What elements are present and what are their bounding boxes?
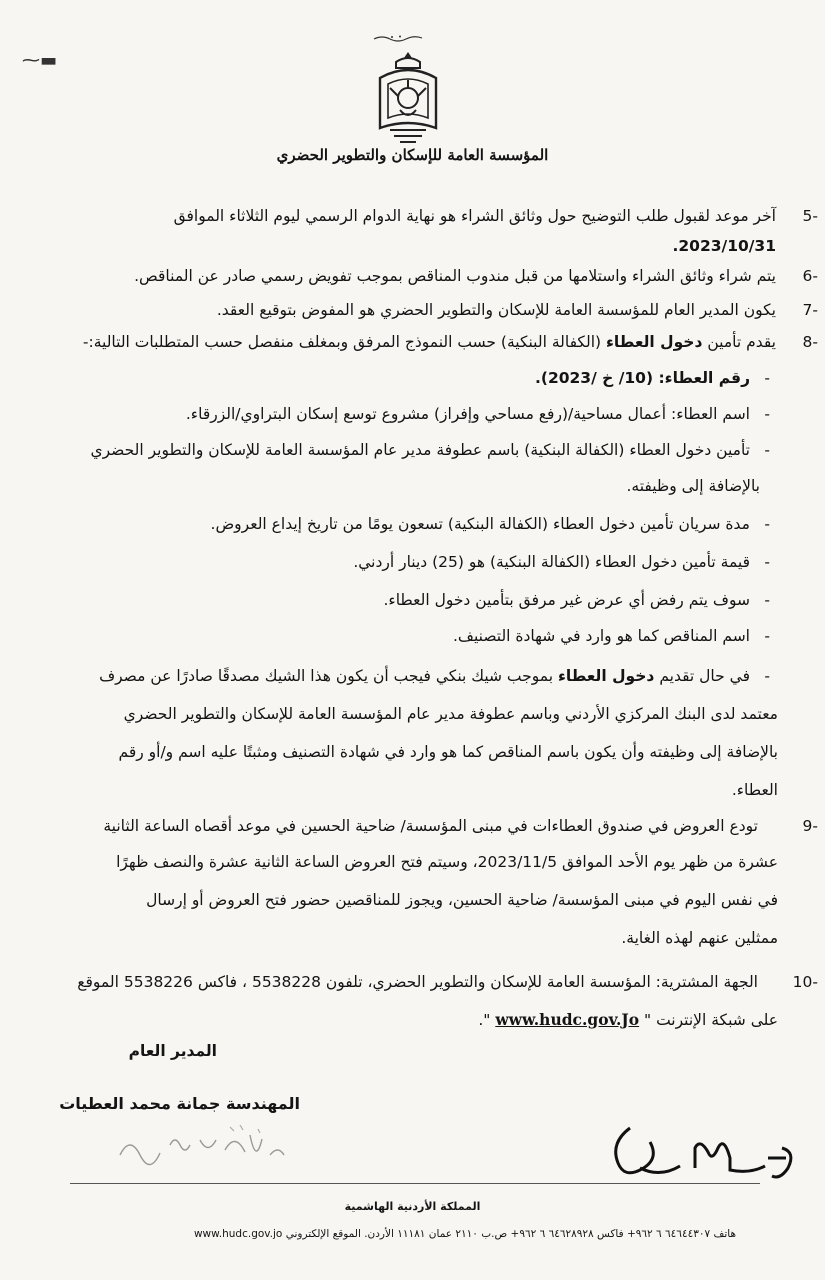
text-part: بموجب شيك بنكي فيجب أن يكون هذا الشيك مصدقًا صادرًا عن مصرف xyxy=(99,667,554,685)
website-link[interactable]: www.hudc.gov.Jo xyxy=(495,1010,640,1029)
dash-bullet: - xyxy=(764,441,770,459)
item-9 xyxy=(20,816,818,836)
sub-item-text: اسم العطاء: أعمال مساحية/(رفع مساحي وإفراز) مشروع توسع إسكان البتراوي/الزرقاء. xyxy=(185,405,750,423)
sub-item-cheque-l2 xyxy=(20,704,798,724)
sub-item-text: اسم المناقص كما هو وارد في شهادة التصنيف. xyxy=(453,627,750,645)
item-text: الجهة المشترية: المؤسسة العامة للإسكان والتطوير الحضري، تلفون 5538228 ، فاكس 5538226 الموقع xyxy=(77,973,758,991)
item-text-part: يقدم تأمين xyxy=(707,333,776,351)
sub-item-value xyxy=(20,552,798,572)
signatory-name: المهندسة جمانة محمد العطيات xyxy=(59,1094,300,1113)
dash-bullet: - xyxy=(764,405,770,423)
item-text: في نفس اليوم في مبنى المؤسسة/ ضاحية الحسين، ويجوز للمناقصين حضور فتح العروض أو إرسال xyxy=(146,891,778,909)
dash-bullet: - xyxy=(764,627,770,645)
item-number: -7 xyxy=(802,301,818,319)
item-5 xyxy=(20,206,818,226)
sub-item-text: العطاء. xyxy=(731,781,778,799)
corner-scribble-icon: ⁓▬ xyxy=(22,50,58,71)
item-10 xyxy=(20,972,818,992)
item-text: 2023/10/31. xyxy=(672,237,776,255)
sub-item-text xyxy=(99,667,750,685)
item-text xyxy=(20,332,798,352)
sub-item-bidder-name xyxy=(20,626,798,646)
item-9-l3 xyxy=(20,890,798,910)
item-text: ممثلين عنهم لهذه الغاية. xyxy=(621,929,778,947)
dash-bullet: - xyxy=(764,553,770,571)
item-text: على شبكة الإنترنت " xyxy=(644,1011,778,1029)
sub-item-cheque-l3 xyxy=(20,742,798,762)
item-number: -8 xyxy=(802,333,818,351)
sub-item-text: قيمة تأمين دخول العطاء (الكفالة البنكية) هو (25) دينار أردني. xyxy=(353,553,750,571)
sub-item-cheque-l4 xyxy=(20,780,798,800)
dash-bullet: - xyxy=(764,591,770,609)
sub-item-number xyxy=(20,368,798,388)
sub-item-guarantee xyxy=(20,440,798,460)
text-bold: دخول العطاء xyxy=(557,667,655,685)
item-5-continued xyxy=(20,236,798,256)
sub-item-cheque xyxy=(20,666,798,686)
sub-item-text: بالإضافة إلى وظيفته. xyxy=(626,477,760,495)
sub-item-text: سوف يتم رفض أي عرض غير مرفق بتأمين دخول العطاء. xyxy=(383,591,750,609)
item-text: عشرة من ظهر يوم الأحد الموافق 2023/11/5، وسيتم فتح العروض الساعة الثانية عشرة والنصف ظهرًا xyxy=(116,853,778,871)
sub-item-text: رقم العطاء: (10/ خ /2023). xyxy=(534,369,750,387)
item-text: يكون المدير العام للمؤسسة العامة للإسكان والتطوير الحضري هو المفوض بتوقيع العقد. xyxy=(216,301,776,319)
item-9-l4 xyxy=(20,928,798,948)
item-9-l2 xyxy=(20,852,798,872)
item-text-part: (الكفالة البنكية) حسب النموذج المرفق وبمغلف منفصل حسب المتطلبات التالية:- xyxy=(82,333,602,351)
item-text-bold: دخول العطاء xyxy=(606,333,703,351)
sub-item-rejection xyxy=(20,590,798,610)
sub-item-text: تأمين دخول العطاء (الكفالة البنكية) باسم عطوفة مدير عام المؤسسة العامة للإسكان والتطوير الحضري xyxy=(90,441,750,459)
dash-bullet: - xyxy=(764,369,770,387)
sub-item-text: مدة سريان تأمين دخول العطاء (الكفالة البنكية) تسعون يومًا من تاريخ إيداع العروض. xyxy=(210,515,750,533)
item-text: تودع العروض في صندوق العطاءات في مبنى المؤسسة/ ضاحية الحسين في موعد أقصاه الساعة الثانية xyxy=(103,817,758,835)
footer-divider xyxy=(70,1183,760,1184)
item-text: يتم شراء وثائق الشراء واستلامها من قبل مندوب المناقص بموجب تفويض رسمي صادر عن المناقص. xyxy=(134,267,776,285)
item-text: ". xyxy=(478,1011,491,1029)
signatory-title: المدير العام xyxy=(128,1042,217,1060)
sub-item-name xyxy=(20,404,798,424)
dash-bullet: - xyxy=(764,515,770,533)
sub-item-guarantee-continued xyxy=(20,476,798,496)
faint-signature-image xyxy=(110,1115,300,1175)
item-10-l2 xyxy=(20,1010,798,1030)
dash-bullet: - xyxy=(764,667,770,685)
jordan-emblem-logo xyxy=(370,48,446,148)
item-number: -5 xyxy=(802,207,818,225)
item-text: آخر موعد لقبول طلب التوضيح حول وثائق الشراء هو نهاية الدوام الرسمي ليوم الثلاثاء الموافق xyxy=(173,207,776,225)
item-number: -6 xyxy=(802,267,818,285)
sub-item-validity xyxy=(20,514,798,534)
item-number: -10 xyxy=(792,973,818,991)
text-part: في حال تقديم xyxy=(659,667,750,685)
bismillah-mark xyxy=(372,34,424,42)
item-8 xyxy=(20,332,818,352)
organization-name: المؤسسة العامة للإسكان والتطوير الحضري xyxy=(276,146,549,164)
item-7 xyxy=(20,300,818,320)
item-6 xyxy=(20,266,818,286)
footer-contact: هاتف ٦٤٦٤٤٣٠٧ ٦ ٩٦٢+ فاكس ٦٤٦٢٨٩٢٨ ٦ ٩٦٢+ ص.ب ٢١١٠ عمان ١١١٨١ الأردن. الموقع الإلكتروني www.hudc.gov.jo xyxy=(193,1228,737,1240)
sub-item-text: بالإضافة إلى وظيفته وأن يكون باسم المناقص كما هو وارد في شهادة التصنيف ومثبتًا عليه اسم و/أو رقم xyxy=(118,743,778,761)
sub-item-text: معتمد لدى البنك المركزي الأردني وباسم عطوفة مدير عام المؤسسة العامة للإسكان والتطوير الحضري xyxy=(123,705,778,723)
item-number: -9 xyxy=(802,817,818,835)
handwritten-signature-image xyxy=(600,1118,810,1188)
footer-kingdom: المملكة الأردنية الهاشمية xyxy=(344,1200,481,1213)
